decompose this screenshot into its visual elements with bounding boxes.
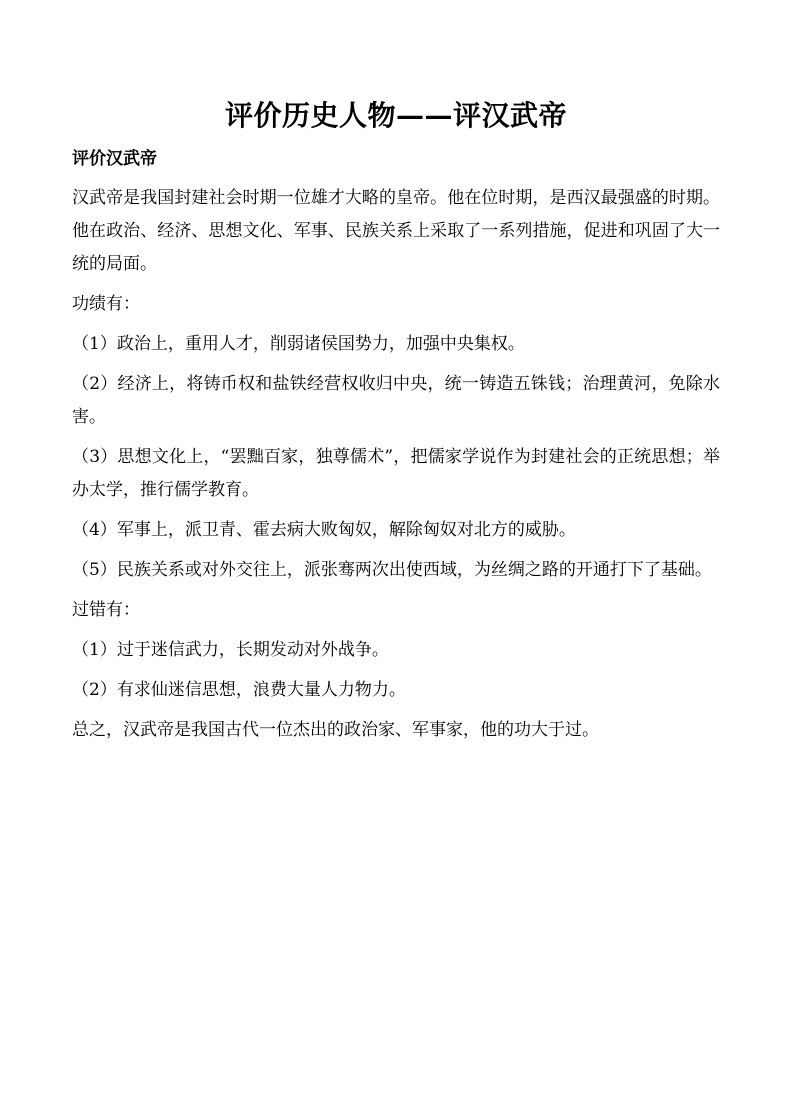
merit-item-military: （4）军事上，派卫青、霍去病大败匈奴，解除匈奴对北方的威胁。 xyxy=(72,520,576,540)
merit-item-economy: （2）经济上，将铸币权和盐铁经营权收归中央，统一铸造五铢钱；治理黄河，免除水害。 xyxy=(72,374,720,427)
conclusion-paragraph: 总之，汉武帝是我国古代一位杰出的政治家、军事家，他的功大于过。 xyxy=(72,720,599,740)
section-heading: 评价汉武帝 xyxy=(72,149,157,169)
merit-item-culture: （3）思想文化上，“罢黜百家，独尊儒术”，把儒家学说作为封建社会的正统思想；举办太学，推行儒学教育。 xyxy=(72,447,720,500)
merit-item-ethnic-relations: （5）民族关系或对外交往上，派张骞两次出使西域，为丝绸之路的开通打下了基础。 xyxy=(72,560,712,580)
fault-item-warfare: （1）过于迷信武力，长期发动对外战争。 xyxy=(72,640,389,660)
intro-paragraph: 汉武帝是我国封建社会时期一位雄才大略的皇帝。他在位时期，是西汉最强盛的时期。他在政治、经济、思想文化、军事、民族关系上采取了一系列措施，促进和巩固了大一统的局面。 xyxy=(72,188,720,274)
merit-item-politics: （1）政治上，重用人才，削弱诸侯国势力，加强中央集权。 xyxy=(72,334,525,354)
fault-item-superstition: （2）有求仙迷信思想，浪费大量人力物力。 xyxy=(72,680,406,700)
document-title: 评价历史人物——评汉武帝 xyxy=(224,99,567,132)
merits-heading: 功绩有： xyxy=(72,294,140,314)
faults-heading: 过错有： xyxy=(72,600,140,620)
document-body xyxy=(72,146,720,754)
